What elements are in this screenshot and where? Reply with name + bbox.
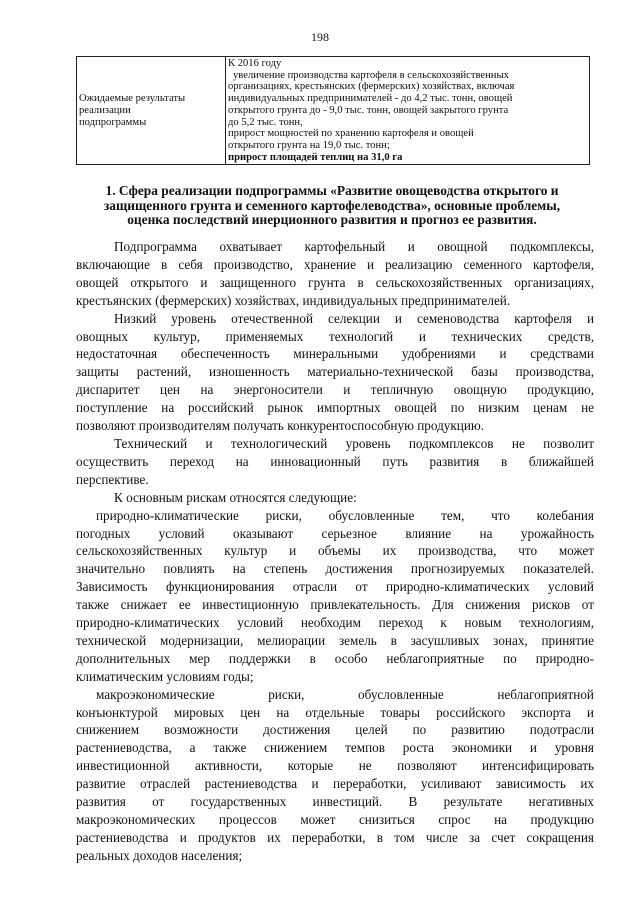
paragraph [76, 238, 594, 310]
table-value-line: до 5,2 тыс. тонн, [228, 116, 303, 128]
paragraph [76, 686, 594, 865]
text-line: растениеводства, а также снижением темпов роста экономики и уровня [76, 740, 594, 756]
table-value-line: прирост мощностей по хранению картофеля и овощей [228, 128, 474, 140]
section-heading-line: защищенного грунта и семенного картофелеводства», основные проблемы, [103, 197, 561, 213]
table-value-line: индивидуальных предпринимателей - до 4,2 тыс. тонн, овощей [228, 93, 513, 105]
body-text [76, 238, 594, 865]
table-label-line: подпрограммы [79, 116, 147, 128]
text-line: инвестиционной активности, которые не позволяют интенсифицировать [76, 758, 594, 774]
section-heading [62, 184, 602, 228]
program-results-table [76, 56, 590, 165]
text-line: К основным рискам относятся следующие: [114, 489, 357, 505]
paragraph [76, 489, 594, 507]
text-line: включающие в себя производство, хранение и реализацию семенного картофеля, [76, 256, 594, 272]
text-line: крестьянских (фермерских) хозяйствах, индивидуальных предпринимателей. [76, 292, 511, 308]
table-value-line: организациях, крестьянских (фермерских) хозяйствах, включая [228, 81, 515, 93]
text-line: технической модернизации, мелиорации земель в засушливых зонах, принятие [76, 632, 594, 648]
text-line: погодных условий оказывают серьезное влияние на урожайность [76, 525, 594, 541]
text-line: перспективе. [76, 471, 149, 487]
table-value-line: открытого грунта до - 9,0 тыс. тонн, овощей закрытого грунта [228, 104, 509, 116]
table-label-line: Ожидаемые результаты [79, 93, 186, 105]
text-line: развития от государственных инвестиций. В результате негативных [76, 794, 594, 810]
table-label-cell [77, 57, 226, 165]
text-line: природно-климатические риски, обусловленные тем, что колебания [96, 507, 594, 523]
text-line: поступление на российский рынок импортных овощей по низким ценам не [76, 400, 594, 416]
table-value-line: К 2016 году [228, 58, 282, 69]
paragraph [76, 435, 594, 489]
text-line: также снижает ее инвестиционную привлекательность. Для снижения рисков от [76, 597, 594, 613]
table-value-cell [226, 57, 590, 165]
text-line: Зависимость функционирования отрасли от природно-климатических условий [76, 579, 594, 595]
text-line: Технический и технологический уровень подкомплексов не позволит [114, 435, 594, 451]
text-line: макроэкономические риски, обусловленные неблагоприятной [96, 686, 594, 702]
table-row [77, 57, 590, 165]
text-line: дополнительных мер поддержки в особо неблагоприятные по природно- [76, 650, 594, 666]
text-line: Подпрограмма охватывает картофельный и овощной подкомплексы, [114, 239, 594, 254]
text-line: диспаритет цен на энергоносители и тепличную овощную продукцию, [76, 382, 594, 398]
text-line: природно-климатических условий необходим переход к новым технологиям, [76, 615, 594, 631]
text-line: конъюнктурой мировых цен на отдельные товары российского экспорта и [76, 704, 594, 720]
text-line: развитие отраслей растениеводства и переработки, усиливают зависимость их [76, 776, 594, 792]
section-heading-line: оценка последствий инерционного развития и прогноз ее развития. [127, 212, 537, 227]
text-line: защиты растений, изношенность материально-технической базы производства, [76, 364, 594, 380]
text-line: значительно повлиять на степень достижения прогнозируемых показателей. [76, 561, 594, 577]
paragraph [76, 507, 594, 686]
section-heading-line: 1. Сфера реализации подпрограммы «Развитие овощеводства открытого и [105, 183, 559, 198]
table-value-line: открытого грунта на 19,0 тыс. тонн; [228, 139, 390, 151]
text-line: реальных доходов населения; [76, 847, 243, 863]
text-line: овощей открытого и защищенного грунта в сельскохозяйственных организациях, [76, 274, 594, 290]
text-line: осуществить переход на инновационный путь развития в ближайшей [76, 453, 594, 469]
page-number: 198 [311, 30, 329, 44]
text-line: позволяют производителям получать конкурентоспособную продукцию. [76, 418, 485, 434]
text-line: растениеводства и продуктов их переработки, в том числе за счет сокращения [76, 829, 594, 845]
text-line: овощных культур, применяемых технологий и технических средств, [76, 328, 594, 344]
table-value-line: прирост площадей теплиц на 31,0 га [228, 151, 403, 163]
table-label-line: реализации [79, 104, 131, 116]
text-line: снижением возможности достижения целей по развитию подотрасли [76, 722, 594, 738]
text-line: макроэкономических процессов может снизиться спрос на продукцию [76, 812, 594, 827]
text-line: климатическим условиям годы; [76, 668, 254, 684]
text-line: недостаточная обеспеченность минеральными удобрениями и средствами [76, 346, 594, 362]
paragraph [76, 310, 594, 435]
table-value-line: увеличение производства картофеля в сельскохозяйственных [233, 69, 509, 81]
text-line: сельскохозяйственных культур и объемы их производства, что может [76, 543, 594, 559]
text-line: Низкий уровень отечественной селекции и семеноводства картофеля и [114, 310, 594, 326]
